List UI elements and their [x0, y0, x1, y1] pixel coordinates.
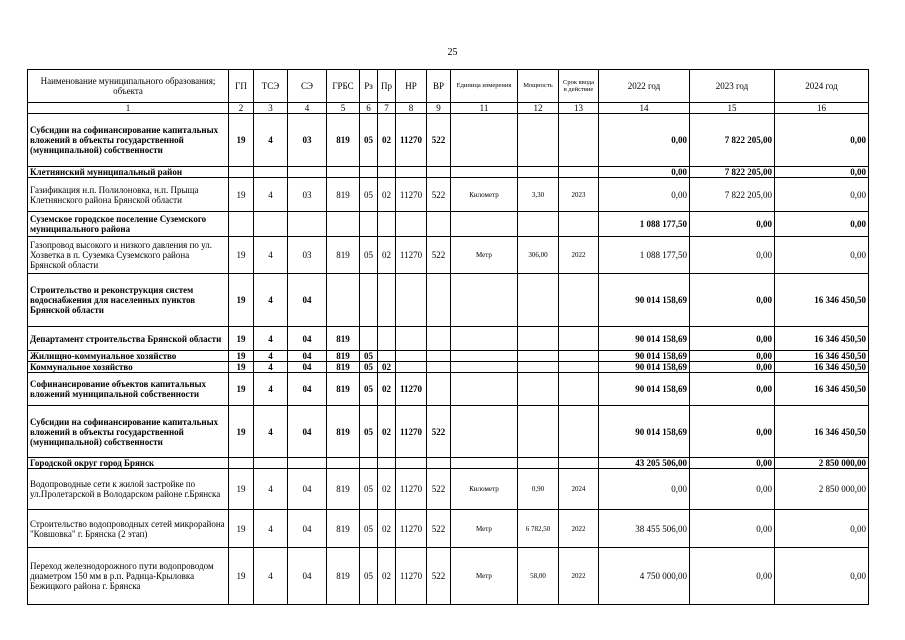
table-cell: 4: [254, 114, 288, 167]
table-cell: [327, 458, 360, 469]
table-cell: Метр: [451, 237, 518, 274]
row-name-cell: Городской округ город Брянск: [28, 458, 229, 469]
table-cell: 11270: [396, 469, 427, 510]
header-cell: Срок ввода в действие: [559, 70, 599, 103]
table-cell: 0,00: [690, 274, 775, 327]
table-cell: 02: [378, 548, 396, 605]
header-cell: 2024 год: [775, 70, 869, 103]
table-cell: 3,30: [518, 178, 559, 212]
table-cell: [451, 167, 518, 178]
table-cell: [559, 327, 599, 351]
table-cell: [559, 167, 599, 178]
header-cell: Мощность: [518, 70, 559, 103]
column-number-cell: 7: [378, 103, 396, 114]
table-cell: 90 014 158,69: [599, 327, 690, 351]
header-cell: НР: [396, 70, 427, 103]
table-cell: 6 782,50: [518, 510, 559, 548]
table-cell: 0,00: [599, 167, 690, 178]
table-cell: [288, 458, 327, 469]
table-cell: 4: [254, 548, 288, 605]
table-cell: [427, 373, 451, 406]
table-cell: 0,00: [690, 373, 775, 406]
table-row: [28, 178, 869, 212]
header-cell: Пр: [378, 70, 396, 103]
table-cell: 19: [229, 548, 254, 605]
table-cell: 0,00: [775, 178, 869, 212]
table-cell: 19: [229, 237, 254, 274]
column-number-row: [28, 103, 869, 114]
table-cell: 04: [288, 373, 327, 406]
table-cell: 02: [378, 406, 396, 458]
table-cell: 2 850 000,00: [775, 469, 869, 510]
table-cell: [451, 274, 518, 327]
table-cell: 2022: [559, 510, 599, 548]
table-cell: [559, 274, 599, 327]
table-cell: 7 822 205,00: [690, 178, 775, 212]
table-cell: 1 088 177,50: [599, 212, 690, 237]
table-cell: 05: [360, 406, 378, 458]
table-cell: 58,00: [518, 548, 559, 605]
table-cell: 11270: [396, 510, 427, 548]
table-cell: 19: [229, 469, 254, 510]
column-number-cell: 1: [28, 103, 229, 114]
table-cell: 02: [378, 178, 396, 212]
table-cell: 04: [288, 274, 327, 327]
table-row: [28, 351, 869, 362]
table-cell: 90 014 158,69: [599, 351, 690, 362]
table-cell: [559, 212, 599, 237]
table-cell: 7 822 205,00: [690, 167, 775, 178]
table-cell: 19: [229, 362, 254, 373]
table-row: [28, 458, 869, 469]
table-cell: [288, 212, 327, 237]
table-cell: 2023: [559, 178, 599, 212]
table-cell: 7 822 205,00: [690, 114, 775, 167]
table-row: [28, 548, 869, 605]
table-cell: 819: [327, 469, 360, 510]
table-cell: 4: [254, 327, 288, 351]
table-cell: 819: [327, 548, 360, 605]
header-row: [28, 70, 869, 103]
table-cell: Километр: [451, 469, 518, 510]
table-cell: [378, 458, 396, 469]
table-cell: 05: [360, 548, 378, 605]
table-cell: 19: [229, 114, 254, 167]
table-cell: 4: [254, 362, 288, 373]
table-cell: 19: [229, 351, 254, 362]
table-cell: 11270: [396, 406, 427, 458]
table-cell: [378, 167, 396, 178]
table-cell: [427, 167, 451, 178]
table-cell: 4: [254, 469, 288, 510]
table-row: [28, 274, 869, 327]
table-cell: 819: [327, 178, 360, 212]
header-cell: 2022 год: [599, 70, 690, 103]
table-cell: 03: [288, 114, 327, 167]
header-cell: Рз: [360, 70, 378, 103]
table-cell: 0,00: [775, 510, 869, 548]
table-cell: 11270: [396, 548, 427, 605]
table-cell: [427, 274, 451, 327]
table-cell: 19: [229, 327, 254, 351]
table-cell: [518, 114, 559, 167]
table-cell: 04: [288, 469, 327, 510]
table-cell: [451, 406, 518, 458]
table-cell: [288, 167, 327, 178]
budget-table: [27, 69, 869, 605]
table-cell: [451, 212, 518, 237]
table-cell: [427, 327, 451, 351]
table-cell: 19: [229, 373, 254, 406]
table-cell: 16 346 450,50: [775, 362, 869, 373]
table-row: [28, 373, 869, 406]
header-cell: СЭ: [288, 70, 327, 103]
table-row: [28, 212, 869, 237]
header-cell: ВР: [427, 70, 451, 103]
table-cell: [360, 212, 378, 237]
table-row: [28, 362, 869, 373]
table-cell: 02: [378, 373, 396, 406]
table-cell: 0,00: [690, 458, 775, 469]
table-cell: 4: [254, 351, 288, 362]
table-cell: 4 750 000,00: [599, 548, 690, 605]
table-cell: 02: [378, 469, 396, 510]
column-number-cell: 5: [327, 103, 360, 114]
table-cell: [518, 274, 559, 327]
table-cell: 0,00: [690, 406, 775, 458]
table-cell: Метр: [451, 510, 518, 548]
row-name-cell: Газопровод высокого и низкого давления по ул. Хозветка в п. Суземка Суземского района Брянской области: [28, 237, 229, 274]
table-cell: 819: [327, 362, 360, 373]
table-cell: [360, 458, 378, 469]
table-cell: 4: [254, 406, 288, 458]
header-cell: Единица измерения: [451, 70, 518, 103]
table-cell: 0,00: [690, 548, 775, 605]
table-row: [28, 469, 869, 510]
table-cell: 4: [254, 373, 288, 406]
table-cell: 19: [229, 510, 254, 548]
table-cell: 522: [427, 469, 451, 510]
header-cell: 2023 год: [690, 70, 775, 103]
header-cell: ГП: [229, 70, 254, 103]
table-row: [28, 237, 869, 274]
table-cell: 0,00: [690, 362, 775, 373]
table-cell: 0,00: [599, 178, 690, 212]
table-cell: [229, 167, 254, 178]
table-cell: 0,00: [690, 212, 775, 237]
table-cell: Километр: [451, 178, 518, 212]
table-cell: [396, 167, 427, 178]
table-cell: [518, 373, 559, 406]
column-number-cell: 16: [775, 103, 869, 114]
table-cell: [451, 362, 518, 373]
table-cell: 02: [378, 510, 396, 548]
table-cell: 522: [427, 406, 451, 458]
table-cell: 90 014 158,69: [599, 406, 690, 458]
table-cell: 02: [378, 114, 396, 167]
table-cell: [360, 274, 378, 327]
table-cell: 0,00: [690, 510, 775, 548]
table-cell: 819: [327, 114, 360, 167]
table-cell: 0,00: [775, 212, 869, 237]
row-name-cell: Газификация н.п. Полилоновка, н.п. Прыща Клетнянского района Брянской области: [28, 178, 229, 212]
table-cell: 0,90: [518, 469, 559, 510]
table-cell: [518, 351, 559, 362]
table-cell: [396, 362, 427, 373]
table-cell: 11270: [396, 114, 427, 167]
table-cell: 819: [327, 327, 360, 351]
row-name-cell: Департамент строительства Брянской области: [28, 327, 229, 351]
table-cell: 0,00: [775, 548, 869, 605]
table-cell: 522: [427, 548, 451, 605]
table-cell: [360, 167, 378, 178]
table-cell: [451, 373, 518, 406]
column-number-cell: 3: [254, 103, 288, 114]
table-cell: [229, 212, 254, 237]
table-cell: [360, 327, 378, 351]
table-cell: [396, 274, 427, 327]
table-cell: 11270: [396, 237, 427, 274]
row-name-cell: Субсидии на софинансирование капитальных вложений в объекты государственной (муниципальной) собственности: [28, 406, 229, 458]
table-cell: 1 088 177,50: [599, 237, 690, 274]
table-cell: 04: [288, 406, 327, 458]
row-name-cell: Софинансирование объектов капитальных вложений муниципальной собственности: [28, 373, 229, 406]
table-cell: 4: [254, 178, 288, 212]
row-name-cell: Строительство водопроводных сетей микрорайона "Ковшовка" г. Брянска (2 этап): [28, 510, 229, 548]
table-cell: [254, 167, 288, 178]
table-cell: 11270: [396, 178, 427, 212]
table-cell: [559, 406, 599, 458]
table-cell: 4: [254, 237, 288, 274]
table-cell: 05: [360, 362, 378, 373]
row-name-cell: Водопроводные сети к жилой застройке по ул.Пролетарской в Володарском районе г.Брянска: [28, 469, 229, 510]
table-cell: 19: [229, 274, 254, 327]
table-cell: 0,00: [690, 327, 775, 351]
table-cell: 0,00: [775, 114, 869, 167]
table-row: [28, 167, 869, 178]
table-cell: [559, 351, 599, 362]
table-cell: 2022: [559, 237, 599, 274]
table-cell: 19: [229, 406, 254, 458]
column-number-cell: 2: [229, 103, 254, 114]
column-number-cell: 15: [690, 103, 775, 114]
table-cell: 16 346 450,50: [775, 274, 869, 327]
table-cell: 0,00: [690, 469, 775, 510]
table-cell: 819: [327, 351, 360, 362]
table-cell: [396, 327, 427, 351]
header-cell: Наименование муниципального образования; объекта: [28, 70, 229, 103]
row-name-cell: Субсидии на софинансирование капитальных вложений в объекты государственной (муниципальной) собственности: [28, 114, 229, 167]
table-cell: [451, 351, 518, 362]
table-cell: [518, 167, 559, 178]
column-number-cell: 4: [288, 103, 327, 114]
header-cell: ГРБС: [327, 70, 360, 103]
row-name-cell: Коммунальное хозяйство: [28, 362, 229, 373]
table-cell: 16 346 450,50: [775, 327, 869, 351]
table-cell: 03: [288, 237, 327, 274]
table-cell: 306,00: [518, 237, 559, 274]
table-cell: [254, 212, 288, 237]
column-number-cell: 12: [518, 103, 559, 114]
table-cell: 05: [360, 469, 378, 510]
table-cell: 819: [327, 510, 360, 548]
table-cell: 05: [360, 114, 378, 167]
table-cell: [518, 458, 559, 469]
table-cell: [518, 406, 559, 458]
table-cell: 819: [327, 373, 360, 406]
table-cell: 04: [288, 510, 327, 548]
table-row: [28, 327, 869, 351]
table-cell: [378, 212, 396, 237]
row-name-cell: Клетнянский муниципальный район: [28, 167, 229, 178]
table-cell: [378, 274, 396, 327]
table-cell: [559, 362, 599, 373]
table-cell: [327, 274, 360, 327]
table-cell: 02: [378, 237, 396, 274]
table-cell: 05: [360, 178, 378, 212]
column-number-cell: 13: [559, 103, 599, 114]
table-cell: 819: [327, 406, 360, 458]
table-cell: 2022: [559, 548, 599, 605]
table-cell: 16 346 450,50: [775, 373, 869, 406]
table-cell: [427, 351, 451, 362]
table-cell: 0,00: [599, 469, 690, 510]
table-cell: 19: [229, 178, 254, 212]
table-cell: [559, 373, 599, 406]
table-cell: 90 014 158,69: [599, 373, 690, 406]
table-cell: [327, 212, 360, 237]
table-cell: 522: [427, 114, 451, 167]
table-cell: [396, 458, 427, 469]
table-cell: 2024: [559, 469, 599, 510]
table-cell: 05: [360, 351, 378, 362]
table-cell: [518, 327, 559, 351]
table-cell: 819: [327, 237, 360, 274]
table-cell: [378, 327, 396, 351]
table-cell: [396, 212, 427, 237]
table-cell: 03: [288, 178, 327, 212]
page-number: 25: [447, 47, 458, 58]
row-name-cell: Строительство и реконструкция систем водоснабжения для населенных пунктов Брянской области: [28, 274, 229, 327]
table-cell: 16 346 450,50: [775, 351, 869, 362]
table-cell: 04: [288, 327, 327, 351]
table-cell: 4: [254, 274, 288, 327]
table-cell: 4: [254, 510, 288, 548]
table-cell: [427, 458, 451, 469]
table-row: [28, 406, 869, 458]
column-number-cell: 6: [360, 103, 378, 114]
table-cell: 522: [427, 237, 451, 274]
table-cell: [229, 458, 254, 469]
table-cell: 04: [288, 548, 327, 605]
table-row: [28, 114, 869, 167]
table-cell: [396, 351, 427, 362]
table-cell: [559, 458, 599, 469]
table-cell: 16 346 450,50: [775, 406, 869, 458]
table-cell: 04: [288, 362, 327, 373]
column-number-cell: 14: [599, 103, 690, 114]
table-cell: 05: [360, 373, 378, 406]
table-cell: [451, 458, 518, 469]
row-name-cell: Жилищно-коммунальное хозяйство: [28, 351, 229, 362]
table-cell: [451, 327, 518, 351]
table-cell: 0,00: [690, 237, 775, 274]
table-body: [28, 70, 869, 605]
row-name-cell: Переход железнодорожного пути водопроводом диаметром 150 мм в р.п. Радица-Крыловка Бежицкого района г. Брянска: [28, 548, 229, 605]
table-cell: [451, 114, 518, 167]
table-cell: 43 205 506,00: [599, 458, 690, 469]
table-cell: Метр: [451, 548, 518, 605]
table-cell: 0,00: [775, 167, 869, 178]
table-cell: 0,00: [690, 351, 775, 362]
header-cell: ТСЭ: [254, 70, 288, 103]
table-cell: 11270: [396, 373, 427, 406]
table-cell: [427, 212, 451, 237]
column-number-cell: 9: [427, 103, 451, 114]
table-cell: 90 014 158,69: [599, 362, 690, 373]
table-cell: 2 850 000,00: [775, 458, 869, 469]
table-cell: [427, 362, 451, 373]
column-number-cell: 8: [396, 103, 427, 114]
table-cell: [559, 114, 599, 167]
table-cell: [518, 362, 559, 373]
table-cell: 38 455 506,00: [599, 510, 690, 548]
table-cell: [518, 212, 559, 237]
table-cell: 0,00: [775, 237, 869, 274]
table-cell: 90 014 158,69: [599, 274, 690, 327]
table-cell: 0,00: [599, 114, 690, 167]
table-cell: [378, 351, 396, 362]
table-cell: 522: [427, 510, 451, 548]
row-name-cell: Суземское городское поселение Суземского муниципального района: [28, 212, 229, 237]
table-cell: 05: [360, 510, 378, 548]
table-row: [28, 510, 869, 548]
table-cell: 02: [378, 362, 396, 373]
table-cell: 522: [427, 178, 451, 212]
table-cell: [327, 167, 360, 178]
table-cell: [254, 458, 288, 469]
column-number-cell: 11: [451, 103, 518, 114]
table-cell: 04: [288, 351, 327, 362]
table-cell: 05: [360, 237, 378, 274]
